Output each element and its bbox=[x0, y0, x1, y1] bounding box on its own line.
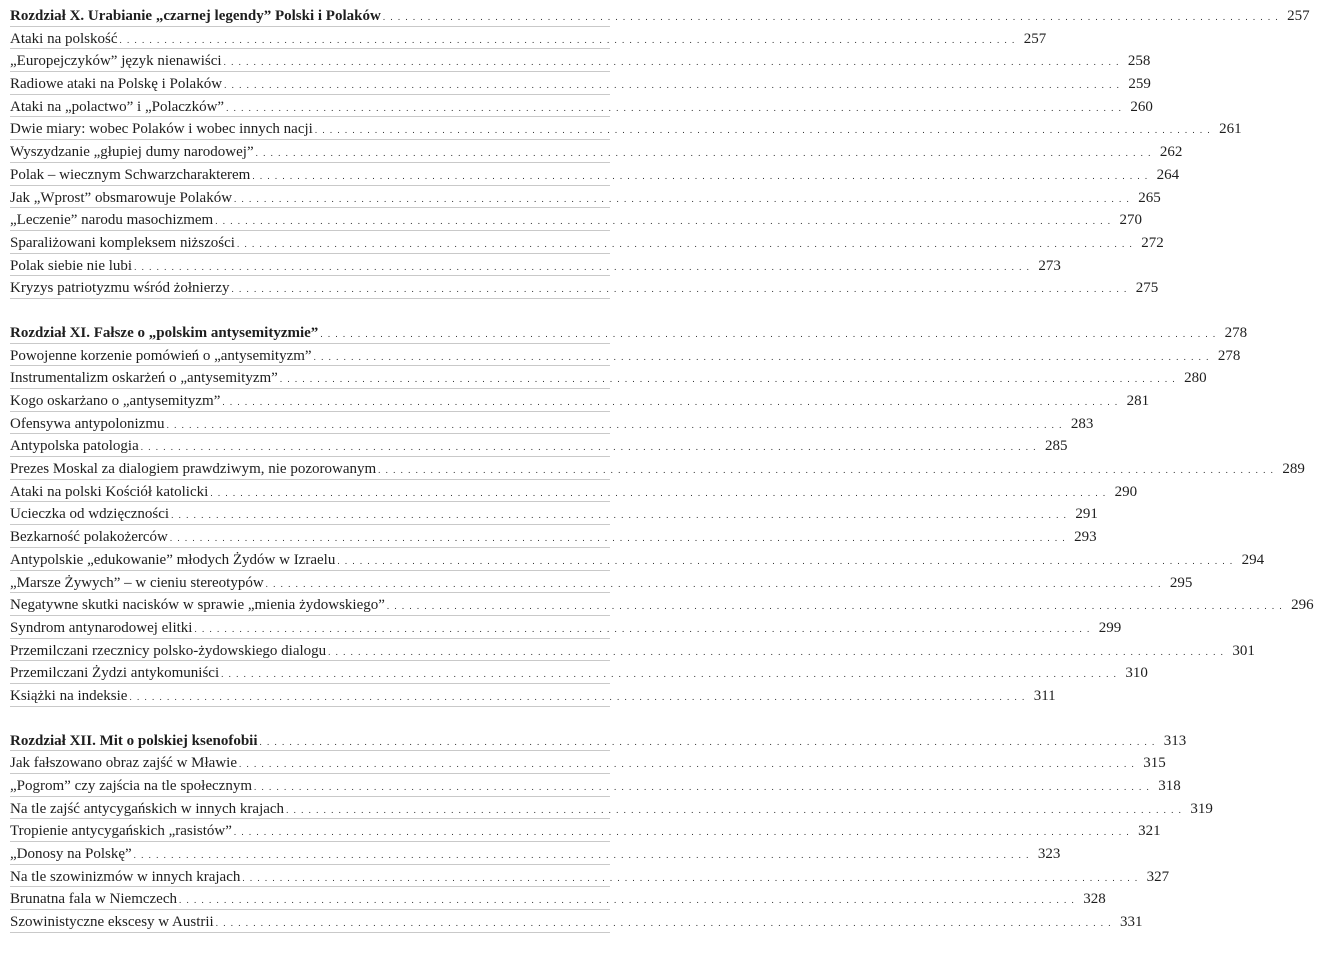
page-number: 327 bbox=[1146, 868, 1170, 885]
dot-leader: . . . . . . . . . . . . . . . . . . . . . . . . . . . . . . . . . . . . . . . . . . . . . . . . . . . . . . . . . . . . . . . . . . . . . . . . . . . . . . . . . . . . . . . . . . . . . . . . . . . . . . . . . . . . . . . . . . . . . . . . bbox=[286, 804, 1183, 815]
page-number: 318 bbox=[1158, 778, 1181, 794]
toc-entry bbox=[10, 457, 1305, 480]
entry-title: Wyszydzanie „głupiej dumy narodowej” bbox=[10, 144, 254, 161]
page-number: 313 bbox=[1163, 732, 1187, 749]
toc-entry bbox=[10, 434, 1068, 457]
page-number: 293 bbox=[1074, 529, 1097, 546]
entry-title: „Leczenie” narodu masochizmem bbox=[10, 212, 214, 229]
page-number: 315 bbox=[1143, 755, 1166, 772]
entry-title: Ataki na „polactwo” i „Polaczków” bbox=[10, 98, 225, 115]
toc-entry bbox=[10, 231, 1164, 254]
entry-title: Polak – wiecznym Schwarzcharakterem bbox=[10, 166, 251, 183]
toc-entry bbox=[10, 751, 1166, 774]
toc-entry bbox=[10, 49, 1151, 72]
entry-title: Bezkarność polakożerców bbox=[10, 529, 168, 546]
toc-entry bbox=[10, 797, 1213, 820]
dot-leader: . . . . . . . . . . . . . . . . . . . . . . . . . . . . . . . . . . . . . . . . . . . . . . . . . . . . . . . . . . . . . . . . . . . . . . . . . . . . . . . . . . . . . . . . . . . . . . . . . . . . . . . . . . . . . . . . . . . . . . . . bbox=[382, 12, 1280, 22]
entry-title: Ofensywa antypolonizmu bbox=[10, 415, 165, 432]
page-number: 258 bbox=[1127, 53, 1151, 70]
dot-leader: . . . . . . . . . . . . . . . . . . . . . . . . . . . . . . . . . . . . . . . . . . . . . . . . . . . . . . . . . . . . . . . . . . . . . . . . . . . . . . . . . . . . . . . . . . . . . . . . . . . . . . . . . . . . . . . . . . . . . . . . bbox=[231, 284, 1128, 295]
toc-entry bbox=[10, 186, 1161, 209]
dot-leader: . . . . . . . . . . . . . . . . . . . . . . . . . . . . . . . . . . . . . . . . . . . . . . . . . . . . . . . . . . . . . . . . . . . . . . . . . . . . . . . . . . . . . . . . . . . . . . . . . . . . . . . . . . . . . . . . . . . . . . . . bbox=[129, 691, 1026, 702]
entry-title: Szowinistyczne ekscesy w Austrii bbox=[10, 914, 214, 931]
toc-entry bbox=[10, 571, 1193, 594]
chapter-title: Rozdział XI. Fałsze o „polskim antysemityzmie” bbox=[10, 324, 319, 341]
dot-leader: . . . . . . . . . . . . . . . . . . . . . . . . . . . . . . . . . . . . . . . . . . . . . . . . . . . . . . . . . . . . . . . . . . . . . . . . . . . . . . . . . . . . . . . . . . . . . . . . . . . . . . . . . . . . . . . . . . . . . . . . bbox=[171, 510, 1068, 521]
page-number: 280 bbox=[1184, 370, 1207, 387]
toc-entry bbox=[10, 593, 1314, 616]
page-number: 285 bbox=[1044, 438, 1068, 455]
toc-entry bbox=[10, 208, 1142, 231]
toc-entry bbox=[10, 774, 1181, 797]
entry-title: Przemilczani rzecznicy polsko-żydowskiego dialogu bbox=[10, 642, 327, 659]
page-number: 295 bbox=[1169, 574, 1193, 591]
dot-leader: . . . . . . . . . . . . . . . . . . . . . . . . . . . . . . . . . . . . . . . . . . . . . . . . . . . . . . . . . . . . . . . . . . . . . . . . . . . . . . . . . . . . . . . . . . . . . . . . . . . . . . . . . . . . . . . . . . . . . . . . bbox=[140, 442, 1037, 453]
toc-entry bbox=[10, 163, 1180, 186]
entry-title: Na tle szowinizmów w innych krajach bbox=[10, 868, 241, 885]
page-number: 259 bbox=[1128, 76, 1151, 93]
dot-leader: . . . . . . . . . . . . . . . . . . . . . . . . . . . . . . . . . . . . . . . . . . . . . . . . . . . . . . . . . . . . . . . . . . . . . . . . . . . . . . . . . . . . . . . . . . . . . . . . . . . . . . . . . . . . . . . . . . . . . . . . bbox=[320, 328, 1217, 339]
dot-leader: . . . . . . . . . . . . . . . . . . . . . . . . . . . . . . . . . . . . . . . . . . . . . . . . . . . . . . . . . . . . . . . . . . . . . . . . . . . . . . . . . . . . . . . . . . . . . . . . . . . . . . . . . . . . . . . . . . . . . . . . bbox=[378, 465, 1275, 476]
toc-entry bbox=[10, 480, 1138, 503]
chapter-section bbox=[10, 4, 1310, 299]
page-number: 281 bbox=[1126, 393, 1150, 409]
page-number: 261 bbox=[1219, 121, 1242, 138]
entry-title: Brunatna fala w Niemczech bbox=[10, 891, 177, 908]
toc-entry bbox=[10, 639, 1255, 662]
dot-leader: . . . . . . . . . . . . . . . . . . . . . . . . . . . . . . . . . . . . . . . . . . . . . . . . . . . . . . . . . . . . . . . . . . . . . . . . . . . . . . . . . . . . . . . . . . . . . . . . . . . . . . . . . . . . . . . . . . . . . . . . bbox=[265, 578, 1162, 589]
entry-title: Negatywne skutki nacisków w sprawie „mienia żydowskiego” bbox=[10, 597, 385, 614]
toc-entry bbox=[10, 276, 1159, 299]
toc-entry bbox=[10, 616, 1122, 639]
page-number: 328 bbox=[1083, 891, 1106, 908]
entry-title: „Pogrom” czy zajścia na tle społecznym bbox=[10, 778, 252, 794]
entry-title: Antypolska patologia bbox=[10, 438, 139, 455]
dot-leader: . . . . . . . . . . . . . . . . . . . . . . . . . . . . . . . . . . . . . . . . . . . . . . . . . . . . . . . . . . . . . . . . . . . . . . . . . . . . . . . . . . . . . . . . . . . . . . . . . . . . . . . . . . . . . . . . . . . . . . . . bbox=[223, 57, 1120, 68]
page-number: 283 bbox=[1070, 415, 1094, 432]
toc-entry bbox=[10, 254, 1061, 277]
entry-title: Ucieczka od wdzięczności bbox=[10, 506, 170, 523]
entry-title: „Donosy na Polskę” bbox=[10, 846, 132, 863]
page-number: 272 bbox=[1141, 234, 1164, 251]
page-number: 262 bbox=[1159, 144, 1183, 161]
dot-leader: . . . . . . . . . . . . . . . . . . . . . . . . . . . . . . . . . . . . . . . . . . . . . . . . . . . . . . . . . . . . . . . . . . . . . . . . . . . . . . . . . . . . . . . . . . . . . . . . . . . . . . . . . . . . . . . . . . . . . . . . bbox=[233, 827, 1131, 838]
dot-leader: . . . . . . . . . . . . . . . . . . . . . . . . . . . . . . . . . . . . . . . . . . . . . . . . . . . . . . . . . . . . . . . . . . . . . . . . . . . . . . . . . . . . . . . . . . . . . . . . . . . . . . . . . . . . . . . . . . . . . . . . bbox=[242, 872, 1139, 883]
dot-leader: . . . . . . . . . . . . . . . . . . . . . . . . . . . . . . . . . . . . . . . . . . . . . . . . . . . . . . . . . . . . . . . . . . . . . . . . . . . . . . . . . . . . . . . . . . . . . . . . . . . . . . . . . . . . . . . . . . . . . . . . bbox=[134, 261, 1031, 272]
page-number: 310 bbox=[1125, 665, 1148, 682]
page-number: 278 bbox=[1217, 347, 1241, 364]
dot-leader: . . . . . . . . . . . . . . . . . . . . . . . . . . . . . . . . . . . . . . . . . . . . . . . . . . . . . . . . . . . . . . . . . . . . . . . . . . . . . . . . . . . . . . . . . . . . . . . . . . . . . . . . . . . . . . . . . . . . . . . . bbox=[313, 351, 1210, 362]
page-number: 257 bbox=[1023, 30, 1047, 47]
page-number: 294 bbox=[1241, 551, 1265, 568]
page-number: 289 bbox=[1282, 461, 1305, 478]
toc-entry bbox=[10, 525, 1097, 548]
toc-entry bbox=[10, 502, 1098, 525]
entry-title: Prezes Moskal za dialogiem prawdziwym, nie pozorowanym bbox=[10, 461, 377, 478]
dot-leader: . . . . . . . . . . . . . . . . . . . . . . . . . . . . . . . . . . . . . . . . . . . . . . . . . . . . . . . . . . . . . . . . . . . . . . . . . . . . . . . . . . . . . . . . . . . . . . . . . . . . . . . . . . . . . . . . . . . . . . . . bbox=[236, 238, 1134, 249]
chapter-heading bbox=[10, 729, 1187, 752]
entry-title: Kryzys patriotyzmu wśród żołnierzy bbox=[10, 280, 230, 297]
toc-entry bbox=[10, 366, 1207, 389]
page-number: 296 bbox=[1291, 597, 1314, 614]
toc-entry bbox=[10, 819, 1161, 842]
entry-title: Instrumentalizm oskarżeń o „antysemityzm” bbox=[10, 370, 278, 387]
dot-leader: . . . . . . . . . . . . . . . . . . . . . . . . . . . . . . . . . . . . . . . . . . . . . . . . . . . . . . . . . . . . . . . . . . . . . . . . . . . . . . . . . . . . . . . . . . . . . . . . . . . . . . . . . . . . . . . . . . . . . . . . bbox=[179, 895, 1076, 906]
dot-leader: . . . . . . . . . . . . . . . . . . . . . . . . . . . . . . . . . . . . . . . . . . . . . . . . . . . . . . . . . . . . . . . . . . . . . . . . . . . . . . . . . . . . . . . . . . . . . . . . . . . . . . . . . . . . . . . . . . . . . . . . bbox=[234, 193, 1131, 204]
dot-leader: . . . . . . . . . . . . . . . . . . . . . . . . . . . . . . . . . . . . . . . . . . . . . . . . . . . . . . . . . . . . . . . . . . . . . . . . . . . . . . . . . . . . . . . . . . . . . . . . . . . . . . . . . . . . . . . . . . . . . . . . bbox=[194, 623, 1091, 634]
table-of-contents bbox=[10, 4, 1314, 955]
dot-leader: . . . . . . . . . . . . . . . . . . . . . . . . . . . . . . . . . . . . . . . . . . . . . . . . . . . . . . . . . . . . . . . . . . . . . . . . . . . . . . . . . . . . . . . . . . . . . . . . . . . . . . . . . . . . . . . . . . . . . . . . bbox=[255, 148, 1152, 159]
page-number: 291 bbox=[1075, 506, 1098, 523]
page-number: 275 bbox=[1135, 280, 1159, 297]
entry-title: Tropienie antycygańskich „rasistów” bbox=[10, 823, 232, 840]
dot-leader: . . . . . . . . . . . . . . . . . . . . . . . . . . . . . . . . . . . . . . . . . . . . . . . . . . . . . . . . . . . . . . . . . . . . . . . . . . . . . . . . . . . . . . . . . . . . . . . . . . . . . . . . . . . . . . . . . . . . . . . . bbox=[279, 374, 1177, 385]
dot-leader: . . . . . . . . . . . . . . . . . . . . . . . . . . . . . . . . . . . . . . . . . . . . . . . . . . . . . . . . . . . . . . . . . . . . . . . . . . . . . . . . . . . . . . . . . . . . . . . . . . . . . . . . . . . . . . . . . . . . . . . . bbox=[221, 669, 1118, 680]
dot-leader: . . . . . . . . . . . . . . . . . . . . . . . . . . . . . . . . . . . . . . . . . . . . . . . . . . . . . . . . . . . . . . . . . . . . . . . . . . . . . . . . . . . . . . . . . . . . . . . . . . . . . . . . . . . . . . . . . . . . . . . . bbox=[226, 102, 1123, 113]
dot-leader: . . . . . . . . . . . . . . . . . . . . . . . . . . . . . . . . . . . . . . . . . . . . . . . . . . . . . . . . . . . . . . . . . . . . . . . . . . . . . . . . . . . . . . . . . . . . . . . . . . . . . . . . . . . . . . . . . . . . . . . . bbox=[215, 918, 1112, 929]
toc-entry bbox=[10, 27, 1047, 50]
dot-leader: . . . . . . . . . . . . . . . . . . . . . . . . . . . . . . . . . . . . . . . . . . . . . . . . . . . . . . . . . . . . . . . . . . . . . . . . . . . . . . . . . . . . . . . . . . . . . . . . . . . . . . . . . . . . . . . . . . . . . . . . bbox=[328, 646, 1225, 657]
toc-entry bbox=[10, 72, 1151, 95]
toc-entry bbox=[10, 910, 1143, 933]
chapter-title: Rozdział X. Urabianie „czarnej legendy” Polski i Polaków bbox=[10, 8, 381, 24]
entry-title: Na tle zajść antycygańskich w innych krajach bbox=[10, 800, 285, 817]
toc-entry bbox=[10, 140, 1183, 163]
toc-entry bbox=[10, 389, 1150, 412]
entry-title: Polak siebie nie lubi bbox=[10, 257, 133, 274]
toc-entry bbox=[10, 842, 1061, 865]
entry-title: Kogo oskarżano o „antysemityzm” bbox=[10, 393, 221, 409]
dot-leader: . . . . . . . . . . . . . . . . . . . . . . . . . . . . . . . . . . . . . . . . . . . . . . . . . . . . . . . . . . . . . . . . . . . . . . . . . . . . . . . . . . . . . . . . . . . . . . . . . . . . . . . . . . . . . . . . . . . . . . . . bbox=[210, 487, 1107, 498]
entry-title: Antypolskie „edukowanie” młodych Żydów w Izraelu bbox=[10, 551, 336, 568]
dot-leader: . . . . . . . . . . . . . . . . . . . . . . . . . . . . . . . . . . . . . . . . . . . . . . . . . . . . . . . . . . . . . . . . . . . . . . . . . . . . . . . . . . . . . . . . . . . . . . . . . . . . . . . . . . . . . . . . . . . . . . . . bbox=[215, 216, 1112, 227]
entry-title: Ataki na polskość bbox=[10, 30, 118, 47]
dot-leader: . . . . . . . . . . . . . . . . . . . . . . . . . . . . . . . . . . . . . . . . . . . . . . . . . . . . . . . . . . . . . . . . . . . . . . . . . . . . . . . . . . . . . . . . . . . . . . . . . . . . . . . . . . . . . . . . . . . . . . . . bbox=[133, 850, 1030, 861]
page-number: 323 bbox=[1037, 846, 1061, 863]
entry-title: Powojenne korzenie pomówień o „antysemityzm” bbox=[10, 347, 312, 364]
dot-leader: . . . . . . . . . . . . . . . . . . . . . . . . . . . . . . . . . . . . . . . . . . . . . . . . . . . . . . . . . . . . . . . . . . . . . . . . . . . . . . . . . . . . . . . . . . . . . . . . . . . . . . . . . . . . . . . . . . . . . . . . bbox=[239, 759, 1136, 770]
page-number: 319 bbox=[1190, 800, 1213, 817]
toc-entry bbox=[10, 661, 1148, 684]
toc-entry bbox=[10, 887, 1106, 910]
page-number: 257 bbox=[1287, 8, 1310, 24]
chapter-section bbox=[10, 729, 1213, 933]
dot-leader: . . . . . . . . . . . . . . . . . . . . . . . . . . . . . . . . . . . . . . . . . . . . . . . . . . . . . . . . . . . . . . . . . . . . . . . . . . . . . . . . . . . . . . . . . . . . . . . . . . . . . . . . . . . . . . . . . . . . . . . . bbox=[337, 555, 1234, 566]
dot-leader: . . . . . . . . . . . . . . . . . . . . . . . . . . . . . . . . . . . . . . . . . . . . . . . . . . . . . . . . . . . . . . . . . . . . . . . . . . . . . . . . . . . . . . . . . . . . . . . . . . . . . . . . . . . . . . . . . . . . . . . . bbox=[119, 34, 1016, 45]
page-number: 260 bbox=[1130, 98, 1153, 115]
page-number: 265 bbox=[1138, 189, 1161, 206]
entry-title: Książki na indeksie bbox=[10, 687, 128, 704]
dot-leader: . . . . . . . . . . . . . . . . . . . . . . . . . . . . . . . . . . . . . . . . . . . . . . . . . . . . . . . . . . . . . . . . . . . . . . . . . . . . . . . . . . . . . . . . . . . . . . . . . . . . . . . . . . . . . . . . . . . . . . . . bbox=[222, 397, 1119, 407]
page-number: 299 bbox=[1098, 619, 1122, 636]
entry-title: Syndrom antynarodowej elitki bbox=[10, 619, 193, 636]
chapter-section bbox=[10, 321, 1314, 707]
page-number: 290 bbox=[1114, 483, 1138, 500]
chapter-heading bbox=[10, 4, 1310, 27]
page-number: 278 bbox=[1224, 324, 1248, 341]
toc-entry bbox=[10, 344, 1241, 367]
toc-entry bbox=[10, 117, 1242, 140]
page-number: 321 bbox=[1138, 823, 1161, 840]
entry-title: Radiowe ataki na Polskę i Polaków bbox=[10, 76, 223, 93]
dot-leader: . . . . . . . . . . . . . . . . . . . . . . . . . . . . . . . . . . . . . . . . . . . . . . . . . . . . . . . . . . . . . . . . . . . . . . . . . . . . . . . . . . . . . . . . . . . . . . . . . . . . . . . . . . . . . . . . . . . . . . . . bbox=[386, 601, 1284, 612]
dot-leader: . . . . . . . . . . . . . . . . . . . . . . . . . . . . . . . . . . . . . . . . . . . . . . . . . . . . . . . . . . . . . . . . . . . . . . . . . . . . . . . . . . . . . . . . . . . . . . . . . . . . . . . . . . . . . . . . . . . . . . . . bbox=[252, 170, 1149, 181]
dot-leader: . . . . . . . . . . . . . . . . . . . . . . . . . . . . . . . . . . . . . . . . . . . . . . . . . . . . . . . . . . . . . . . . . . . . . . . . . . . . . . . . . . . . . . . . . . . . . . . . . . . . . . . . . . . . . . . . . . . . . . . . bbox=[224, 80, 1121, 91]
toc-entry bbox=[10, 865, 1170, 888]
chapter-title: Rozdział XII. Mit o polskiej ksenofobii bbox=[10, 732, 258, 749]
entry-title: Sparaliżowani kompleksem niższości bbox=[10, 234, 235, 251]
page-number: 273 bbox=[1038, 257, 1061, 274]
dot-leader: . . . . . . . . . . . . . . . . . . . . . . . . . . . . . . . . . . . . . . . . . . . . . . . . . . . . . . . . . . . . . . . . . . . . . . . . . . . . . . . . . . . . . . . . . . . . . . . . . . . . . . . . . . . . . . . . . . . . . . . . bbox=[166, 419, 1063, 430]
entry-title: Jak fałszowano obraz zajść w Mławie bbox=[10, 755, 237, 772]
entry-title: Ataki na polski Kościół katolicki bbox=[10, 483, 209, 500]
page-number: 264 bbox=[1156, 166, 1180, 183]
chapter-heading bbox=[10, 321, 1248, 344]
dot-leader: . . . . . . . . . . . . . . . . . . . . . . . . . . . . . . . . . . . . . . . . . . . . . . . . . . . . . . . . . . . . . . . . . . . . . . . . . . . . . . . . . . . . . . . . . . . . . . . . . . . . . . . . . . . . . . . . . . . . . . . . bbox=[254, 782, 1151, 792]
toc-entry bbox=[10, 95, 1153, 118]
page-number: 301 bbox=[1232, 642, 1255, 659]
entry-title: „Marsze Żywych” – w cieniu stereotypów bbox=[10, 574, 264, 591]
page-number: 311 bbox=[1033, 687, 1056, 704]
page-number: 270 bbox=[1119, 212, 1142, 229]
dot-leader: . . . . . . . . . . . . . . . . . . . . . . . . . . . . . . . . . . . . . . . . . . . . . . . . . . . . . . . . . . . . . . . . . . . . . . . . . . . . . . . . . . . . . . . . . . . . . . . . . . . . . . . . . . . . . . . . . . . . . . . . bbox=[259, 736, 1156, 747]
dot-leader: . . . . . . . . . . . . . . . . . . . . . . . . . . . . . . . . . . . . . . . . . . . . . . . . . . . . . . . . . . . . . . . . . . . . . . . . . . . . . . . . . . . . . . . . . . . . . . . . . . . . . . . . . . . . . . . . . . . . . . . . bbox=[314, 125, 1212, 136]
toc-entry bbox=[10, 684, 1056, 707]
entry-title: Dwie miary: wobec Polaków i wobec innych nacji bbox=[10, 121, 313, 138]
entry-title: Przemilczani Żydzi antykomuniści bbox=[10, 665, 220, 682]
toc-entry bbox=[10, 412, 1094, 435]
entry-title: Jak „Wprost” obsmarowuje Polaków bbox=[10, 189, 233, 206]
entry-title: „Europejczyków” język nienawiści bbox=[10, 53, 222, 70]
dot-leader: . . . . . . . . . . . . . . . . . . . . . . . . . . . . . . . . . . . . . . . . . . . . . . . . . . . . . . . . . . . . . . . . . . . . . . . . . . . . . . . . . . . . . . . . . . . . . . . . . . . . . . . . . . . . . . . . . . . . . . . . bbox=[169, 533, 1067, 544]
page-number: 331 bbox=[1119, 914, 1143, 931]
toc-entry bbox=[10, 548, 1265, 571]
